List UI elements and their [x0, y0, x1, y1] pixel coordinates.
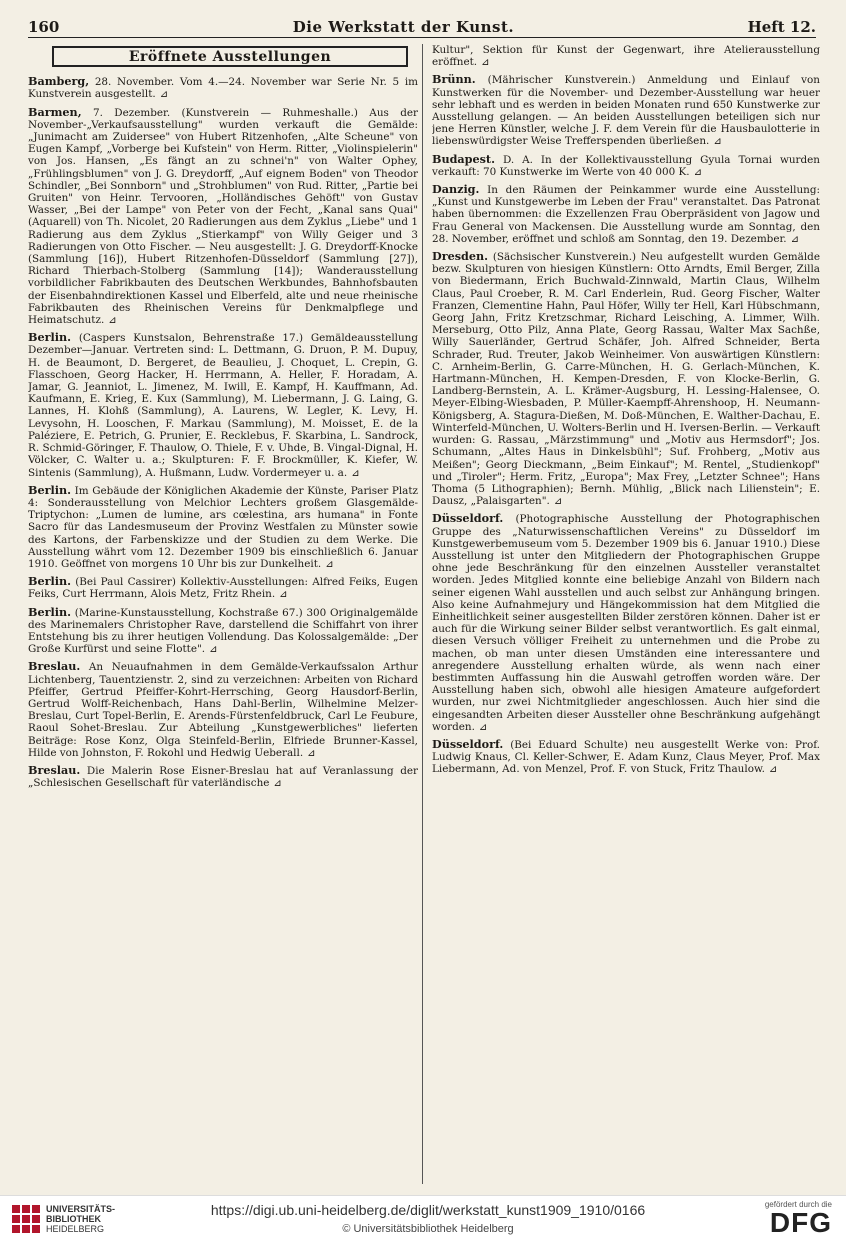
end-mark-icon: ⊿ [768, 764, 778, 776]
copyright-notice: © Universitätsbibliothek Heidelberg [342, 1223, 514, 1235]
dfg-logo[interactable] [765, 1200, 832, 1237]
end-mark-icon: ⊿ [279, 589, 288, 601]
entry-text: (Bei Paul Cassirer) Kollektiv-Ausstellungen: Alfred Feiks, Eugen Feiks, Curt Herrmann, Alois Metz, Fritz Rhein. [28, 576, 418, 601]
entry-text: (Bei Eduard Schulte) neu ausgestellt Werke von: Prof. Ludwig Knaus, Cl. Keller-Schwer, E. Adam Kunz, Claus Meyer, Prof. Max Liebermann, Ad. von Menzel, Prof. F. von Stuck, Fritz Thaulow. [432, 738, 820, 776]
end-mark-icon: ⊿ [553, 496, 563, 508]
entry-text: (Sächsischer Kunstverein.) Neu aufgestellt wurden Gemälde bezw. Skulpturen von hiesigen Künstlern: Otto Arndts, Emil Berger, Zilla von Biedermann, Erich Buchwald-Zinnwald, Martin Claus, Wilhelm Claus, Paul Croeber, R. M. Carl Enderlein, Rud. Georg Fischer, Walter Franzen, Clementine Hahn, Paul Höfer, Willy ter Hell, Karl Hübschmann, Georg Jahn, Fritz Kretzschmar, Richard Leisching, A. Limmer, Wilh. Merseburg, Otto Pilz, Anna Plate, Georg Rassau, Walter Max Sachße, Willy Sauerländer, Gertrud Schäfer, Joh. Alfred Schneider, Berta Schrader, Rud. Treuter, Jakob Weinheimer. Von auswärtigen Künstlern: C. Arnheim-Berlin, G. Carre-München, H. G. Gerlach-München, K. Hartmann-München, H. Kempen-Dresden, F. von Klocke-Berlin, G. Landberg-Bernstein, A. L. Krämer-Augsburg, H. Lessing-Halensee, O. Meyer-Elbing-Wiesbaden, P. Müller-Kaempff-Ahrenshoop, H. Neumann-Königsberg, A. Stagura-Dießen, M. Doß-München, E. Walther-Dachau, E. Winterfeld-München, U. Wolters-Berlin und H. Iversen-Berlin. — Verkauft wurden: G. Rassau, „Märzstimmung" und „Motiv aus Hermsdorf"; Jos. Schumann, „Altes Haus in Dinkelsbühl"; Suf. Frohberg, „Motiv aus Meißen"; Georg Dieckmann, „Beim Einkauf"; M. Rentel, „Studienkopf" und „Tiroler"; Herm. Fritz, „Europa"; Max Frey, „Letzter Schnee"; Hans Thoma (5 Lithographien); Bernh. Mühlig, „Blick nach Lilienstein"; E. Dausz, „Palaisgarten". [432, 251, 820, 508]
entry-text: An Neuaufnahmen in dem Gemälde-Verkaufssalon Arthur Lichtenberg, Tauentzienstr. 2, sind zu verzeichnen: Arbeiten von Richard Pfeiffer, Gertrud Pfeiffer-Kohrt-Herrsching, Georg Hausdorf-Berlin, Gertrud Wolff-Reichenbach, Hans Dahl-Berlin, Wilhelmine Melzer-Breslau, Curt Topel-Berlin, E. Arends-Fürstenfeldbruck, Carl Le Feubure, Raoul Sohet-Breslau. Zur Abteilung „Kunstgewerbliches" lieferten Beiträge: Rose Konz, Olga Steinfeld-Berlin, Elfriede Brunner-Kassel, Hilde von Johnston, F. Rokohl und Hedwig Ueberall. [28, 661, 418, 759]
exhibition-entry [28, 606, 418, 657]
library-logo-icon [12, 1205, 40, 1233]
end-mark-icon: ⊿ [307, 747, 316, 759]
exhibition-entry [432, 250, 820, 508]
entry-place: Breslau. [28, 659, 81, 674]
left-column [28, 44, 418, 1187]
end-mark-icon: ⊿ [693, 166, 702, 178]
end-mark-icon: ⊿ [351, 467, 360, 479]
entry-place: Düsseldorf. [432, 736, 504, 751]
entry-place: Barmen, [28, 104, 82, 119]
library-name: UNIVERSITÄTS- BIBLIOTHEK HEIDELBERG [46, 1204, 116, 1234]
entry-text: 28. November. Vom 4.—24. November war Serie Nr. 5 im Kunstverein ausgestellt. [28, 76, 418, 101]
exhibition-entry [432, 512, 820, 734]
entry-text: Im Gebäude der Königlichen Akademie der Künste, Pariser Platz 4: Sonderausstellung von Melchior Lechters großem Glasgemälde-Triptychon: „Lumen de lumine, ars cœlestina, ars humana" in Fonte Sacro für das Landesmuseum der Provinz Westfalen zu Münster sowie des Kartons, der Farbenskizze und der Studien zu dem Werke. Die Ausstellung währt vom 12. Dezember 1909 bis einschließlich 6. Januar 1910. Geöffnet von morgens 10 Uhr bis zur Dunkelheit. [28, 484, 418, 570]
entry-place: Berlin. [28, 604, 71, 619]
end-mark-icon: ⊿ [209, 644, 218, 656]
exhibition-entry [28, 75, 418, 101]
entry-text: 7. Dezember. (Kunstverein — Ruhmeshalle.) Aus der November-„Verkaufsausstellung" wurden verkauft die Gemälde: „Junimacht am Zuidersee" von Hubert Ritzenhofen, „Alte Scheune" von Eugen Kampf, „Vorberge bei Kufstein" von Herm. Ritter, „Violinspielerin" von Jos. Hansen, „Es fängt an zu schnei'n" von Walter Ophey, „Frühlingsblumen" von J. G. Dreydorff, „Auf eignem Boden" von Theodor Schindler, „Bei Sonnborn" und „Strohblumen" von Rud. Ritter, „Partie bei Gruiten" von Heinr. Tervooren, „Holländisches Gehöft" von Gustav Wasser, „Bei der Lampe" von Peter von der Fecht, „Kanal sans Quai" (Aquarell) von Th. Nicolet, 20 Radierungen aus dem Zyklus „Liebe" und 1 Radierung aus dem Zyklus „Stierkampf" von Willy Geiger und 3 Radierungen von Otto Fischer. — Neu ausgestellt: J. G. Dreydorff-Knocke (Sammlung [16]), Hubert Ritzenhofen-Düsseldorf (Sammlung [27]), Richard Thierbach-Stolberg (Sammlung [14]); Wanderausstellung vorbildlicher Fabrikbauten des Deutschen Werkbundes, Bahnhofsbauten der Eisenbahndirektionen Kassel und Elberfeld, alte und neue rheinische Fabrikbauten des Rheinischen Vereins für Denkmalpflege und Heimatschutz. [28, 106, 418, 327]
entry-text: D. A. In der Kollektivausstellung Gyula Tornai wurden verkauft: 70 Kunstwerke im Werte von 40 000 K. [432, 153, 820, 178]
entry-place: Bamberg, [28, 74, 90, 89]
dfg-wordmark: DFG [769, 1207, 832, 1238]
end-mark-icon: ⊿ [108, 315, 117, 327]
left-entries [28, 75, 418, 790]
entry-text: Kultur", Sektion für Kunst der Gegenwart, ihre Atelierausstellung eröffnet. [432, 44, 820, 69]
exhibition-entry [432, 183, 820, 246]
exhibition-entry [28, 575, 418, 601]
end-mark-icon: ⊿ [273, 778, 282, 790]
exhibition-entry [28, 660, 418, 760]
permalink-url[interactable]: https://digi.ub.uni-heidelberg.de/diglit/werkstatt_kunst1909_1910/0166 [210, 1202, 646, 1218]
entry-text: (Photographische Ausstellung der Photographischen Gruppe des „Naturwissenschaftlichen Vereins" zu Düsseldorf im Kunstgewerbemuseum vom 5. Dezember 1909 bis 6. Januar 1910.) Diese Ausstellung ist unter den Mitgliedern der Photographischen Gruppe ohne jede Beschränkung für den einzelnen Aussteller veranstaltet worden. Jedes Mitglied konnte eine beliebige Anzahl von Bildern nach seiner eigenen Wahl ausstellen und auch selbst zur Anhängung bringen. Also keine Aufnahmejury und Hängekommission hat dem Mitglied die Einheitlichkeit seiner ausgestellten Bilder zerstören können. Daher ist er auch für die Wirkung seiner Bilder selbst verantwortlich. Es galt einmal, diesen Versuch völliger Freiheit zu unternehmen und die Probe zu machen, ob man unter diesen Umständen eine interessantere und anregendere Ausstellung erhalten würde, als wenn nach einer bestimmten Auffassung hin die Auswahl getroffen worden wäre. Der Ausstellung haben sich, obwohl alle hiesigen Amateure aufgefordert wurden, nur zwei Nichtmitglieder angeschlossen. Auch hier sind die eingesandten Arbeiten dieser Aussteller ohne Beschränkung aufgehängt worden. [432, 513, 820, 733]
issue-number: Heft 12. [747, 18, 816, 36]
exhibition-entry [28, 106, 418, 328]
end-mark-icon: ⊿ [790, 233, 799, 245]
entry-place: Budapest. [432, 151, 495, 166]
end-mark-icon: ⊿ [159, 89, 169, 101]
exhibition-entry [432, 73, 820, 148]
page-number: 160 [28, 18, 60, 36]
funded-by-label: gefördert durch die [764, 1200, 832, 1209]
entry-text: (Marine-Kunstausstellung, Kochstraße 67.) 300 Originalgemälde des Marinemalers Christopher Rave, darstellend die Schiffahrt von ihrer Entstehung bis zu ihrer heutigen Vollendung. Das Kolossalgemälde: „Der Große Kurfürst und seine Flotte". [28, 606, 418, 656]
entry-place: Dresden. [432, 249, 488, 264]
column-divider [422, 44, 423, 1184]
end-mark-icon: ⊿ [713, 136, 722, 148]
entry-place: Danzig. [432, 182, 480, 197]
entry-text: (Mährischer Kunstverein.) Anmeldung und Einlauf von Kunstwerken für die November- und Dezember-Ausstellung war heuer sehr lebhaft und es werden in beiden Monaten rund 650 Kunstwerke zur Ausstellung gelangen. — An beiden Ausstellungen beteiligen sich nur jene Herren Künstler, welche J. F. dem Verein für die Hausbaulotterie in liebenswürdigster Weise Trefferspenden überließen. [432, 74, 820, 148]
exhibition-entry [28, 764, 418, 790]
right-entries [432, 44, 820, 777]
entry-place: Breslau. [28, 762, 81, 777]
entry-text: Die Malerin Rose Eisner-Breslau hat auf Veranlassung der „Schlesischen Gesellschaft für vaterländische [28, 764, 418, 790]
entry-place: Berlin. [28, 574, 71, 589]
exhibition-entry [28, 331, 418, 479]
end-mark-icon: ⊿ [481, 57, 490, 69]
viewer-footer [0, 1195, 846, 1242]
exhibition-entry [432, 44, 820, 69]
section-title: Eröffnete Ausstellungen [52, 46, 408, 67]
exhibition-entry [432, 153, 820, 179]
entry-place: Brünn. [432, 72, 476, 87]
entry-text: In den Räumen der Peinkammer wurde eine Ausstellung: „Kunst und Kunstgewerbe im Leben der Frau" veranstaltet. Das Patronat haben übernommen: die Exzellenzen Frau Oberpräsident von Jagow und Frau General von Mackensen. Die Ausstellung wurde am Sonntag, den 28. November, eröffnet und schloß am Sonntag, den 19. Dezember. [432, 184, 820, 245]
entry-place: Berlin. [28, 482, 71, 497]
running-head [28, 12, 816, 36]
header-rule [28, 37, 816, 38]
entry-place: Düsseldorf. [432, 511, 504, 526]
entry-text: (Caspers Kunstsalon, Behrenstraße 17.) Gemäldeausstellung Dezember—Januar. Vertreten sind: L. Dettmann, G. Druon, P. M. Dupuy, H. de Beaumont, D. Bergeret, de Beaulieu, J. Choquet, L. Crepin, G. Flasschoen, Georg Hacker, H. Herrmann, A. Heller, F. Horadam, A. Jamar, G. Jeanniot, L. Jimenez, M. Iwill, E. Kampf, H. Kauffmann, Ad. Kaufmann, E. Krieg, E. Kux (Sammlung), M. Liebermann, J. G. Laing, G. Lannes, H. Klohß (Sammlung), A. Laurens, W. Legler, K. Levy, H. Levysohn, H. Looschen, F. Markau (Sammlung), M. Moisset, E. de la Paléziere, E. Petrich, G. Prunier, E. Recklebus, F. Skarbina, L. Sandrock, R. Schmid-Göringer, F. Thaulow, O. Thiele, F. v. Uhde, B. Vingal-Dignal, H. Völcker, C. Walter u. a.; Skulpturen: F. F. Brockmüller, K. Kiefer, W. Sintenis (Sammlung), A. Hußmann, Ludw. Vordermeyer u. a. [28, 332, 418, 479]
library-logo[interactable] [12, 1204, 115, 1234]
exhibition-entry [432, 738, 820, 777]
right-column [432, 44, 820, 1187]
end-mark-icon: ⊿ [478, 721, 488, 733]
journal-title: Die Werkstatt der Kunst. [292, 18, 515, 36]
end-mark-icon: ⊿ [325, 558, 334, 570]
entry-place: Berlin. [28, 330, 71, 345]
exhibition-entry [28, 484, 418, 571]
